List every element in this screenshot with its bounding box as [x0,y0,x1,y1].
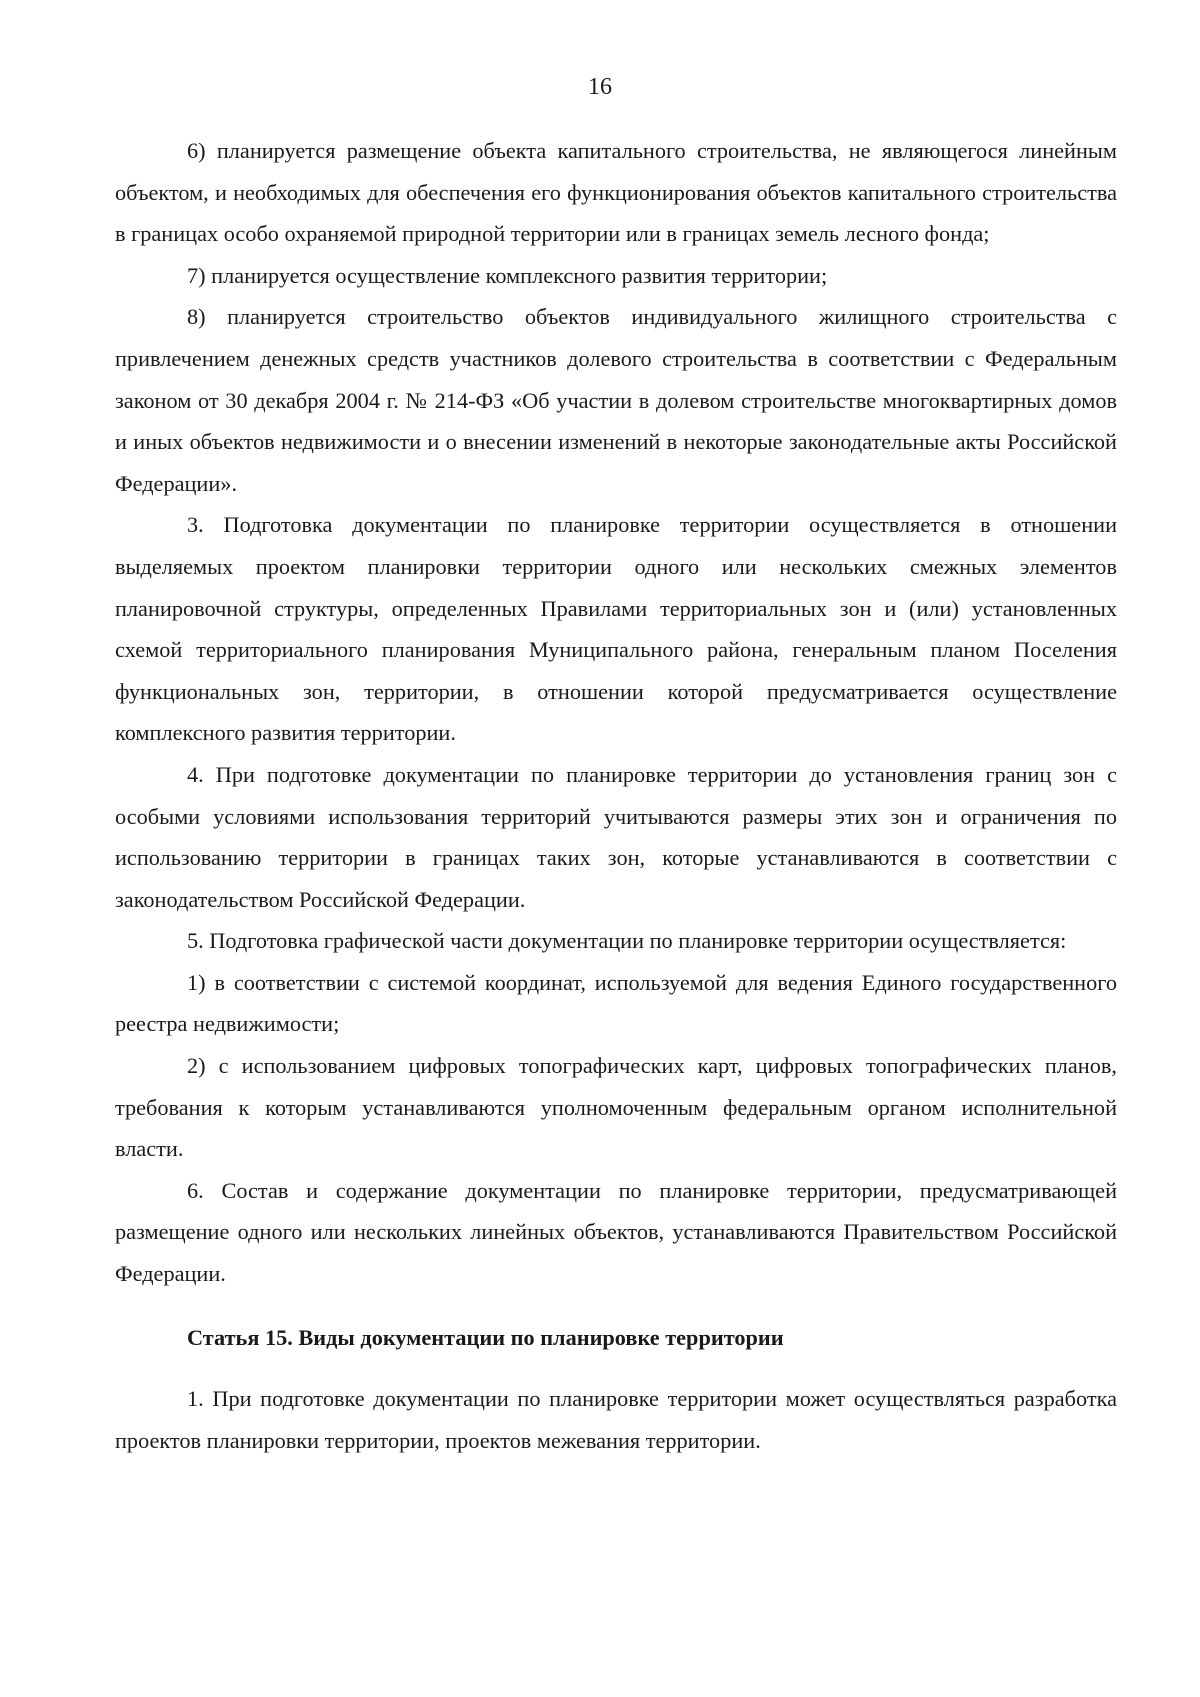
document-body [115,130,1117,1461]
clause-4-paragraph: 4. При подготовке документации по планировке территории до установления границ зон с особыми условиями использования территорий учитываются размеры этих зон и ограничения по использованию территории в границах таких зон, которые устанавливаются в соответствии с законодательством Российской Федерации. [115,761,1117,912]
article-15-clause-1-paragraph: 1. При подготовке документации по планировке территории может осуществляться разработка проектов планировки территории, проектов межевания территории. [115,1386,1117,1453]
clause-6-paragraph: 6. Состав и содержание документации по планировке территории, предусматривающей размещение одного или нескольких линейных объектов, устанавливаются Правительством Российской Федерации. [115,1177,1117,1287]
list-item-1-coordinate-system: 1) в соответствии с системой координат, используемой для ведения Единого государственного реестра недвижимости; [115,969,1117,1037]
list-item-2-digital-maps: 2) с использованием цифровых топографических карт, цифровых топографических планов, требования к которым устанавливаются уполномоченным федеральным органом исполнительной власти. [115,1053,1117,1162]
list-item-6-capital-construction: 6) планируется размещение объекта капитального строительства, не являющегося линейным объектом, и необходимых для обеспечения его функционирования объектов капитального строительства в границах особо охраняемой природной территории или в границах земель лесного фонда; [115,138,1117,247]
article-15-heading: Статья 15. Виды документации по планировке территории [187,1324,784,1350]
list-item-7-complex-development: 7) планируется осуществление комплексного развития территории; [187,262,828,288]
list-item-8-individual-housing: 8) планируется строительство объектов индивидуального жилищного строительства с привлечением денежных средств участников долевого строительства в соответствии с Федеральным законом от 30 декабря 2004 г. № 214-ФЗ «Об участии в долевом строительстве многоквартирных домов и иных объектов недвижимости и о внесении изменений в некоторые законодательные акты Российской Федерации». [115,304,1117,496]
page-number: 16 [588,74,612,100]
clause-3-paragraph: 3. Подготовка документации по планировке территории осуществляется в отношении выделяемых проектом планировки территории одного или нескольких смежных элементов планировочной структуры, определенных Правилами территориальных зон и (или) установленных схемой территориального планирования Муниципального района, генеральным планом Поселения функциональных зон, территории, в отношении которой предусматривается осуществление комплексного развития территории. [115,512,1117,746]
clause-5-paragraph: 5. Подготовка графической части документации по планировке территории осуществляется: [187,928,1067,954]
